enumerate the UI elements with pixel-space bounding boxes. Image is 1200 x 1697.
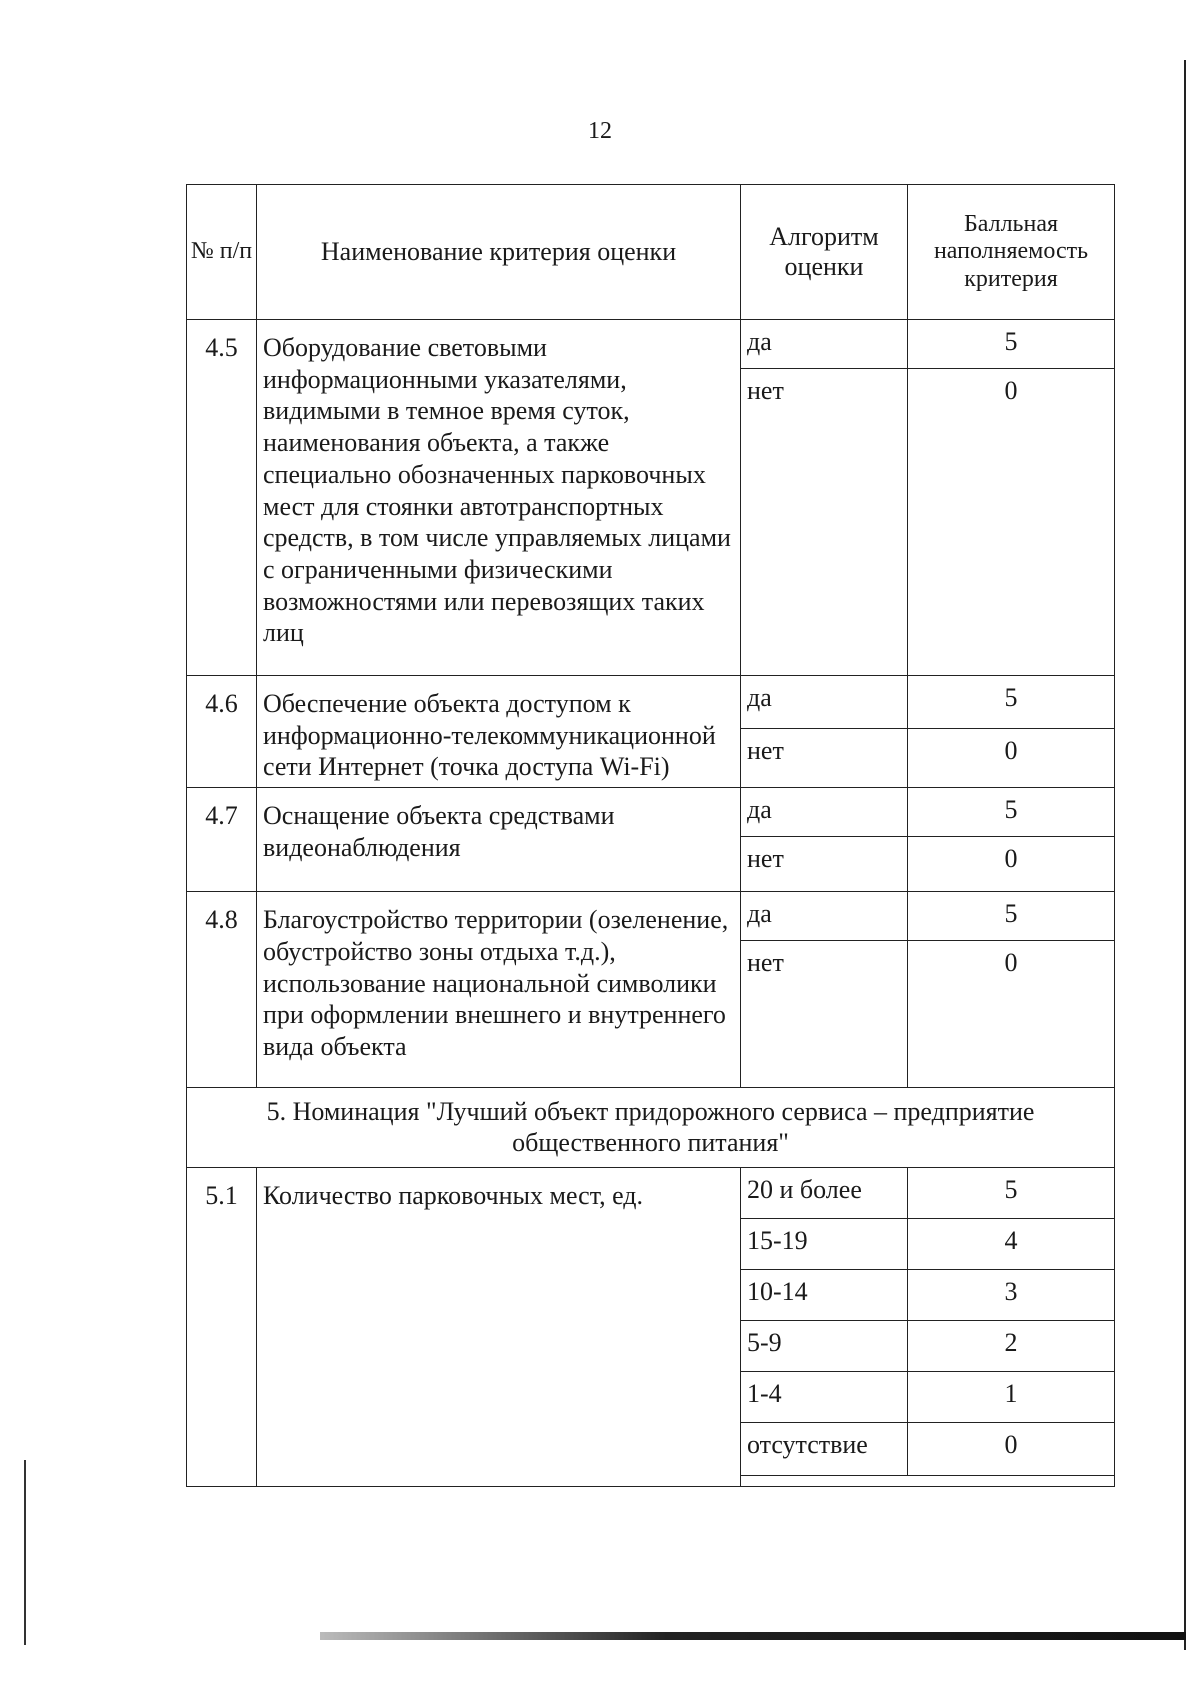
page-number: 12: [588, 118, 612, 144]
row-num: 5.1: [187, 1167, 257, 1486]
filler-cell: [741, 1475, 1115, 1486]
table-row: [187, 892, 1115, 941]
row-name: Обеспечение объекта доступом к информационно-телекоммуникационной сети Интернет (точка доступа Wi-Fi): [257, 676, 741, 788]
algorithm-cell: да: [741, 320, 908, 369]
header-name: Наименование критерия оценки: [257, 185, 741, 320]
scan-edge-left: [24, 1460, 26, 1645]
scan-edge-bottom: [320, 1632, 1186, 1640]
header-num: № п/п: [187, 185, 257, 320]
points-cell: 5: [908, 892, 1115, 941]
algorithm-cell: 1-4: [741, 1371, 908, 1422]
section-title: 5. Номинация "Лучший объект придорожного сервиса – предприятие общественного питания": [187, 1088, 1115, 1167]
row-num: 4.5: [187, 320, 257, 676]
row-name: Количество парковочных мест, ед.: [257, 1167, 741, 1486]
row-name: Оборудование световыми информационными указателями, видимыми в темное время суток, наименования объекта, а также специально обозначенных парковочных мест для стоянки автотранспортных средств, в том числе управляемых лицами с ограниченными физическими возможностями или перевозящих таких лиц: [257, 320, 741, 676]
algorithm-cell: да: [741, 676, 908, 729]
table-row: [187, 320, 1115, 369]
row-num: 4.6: [187, 676, 257, 788]
table-row: [187, 788, 1115, 837]
points-cell: 4: [908, 1218, 1115, 1269]
algorithm-cell: нет: [741, 369, 908, 676]
table-row: [187, 676, 1115, 729]
algorithm-cell: да: [741, 892, 908, 941]
algorithm-cell: нет: [741, 837, 908, 892]
algorithm-cell: 15-19: [741, 1218, 908, 1269]
table-row: [187, 1167, 1115, 1218]
row-num: 4.7: [187, 788, 257, 892]
algorithm-cell: отсутствие: [741, 1422, 908, 1475]
header-points: Балльная наполняемость критерия: [908, 185, 1115, 320]
points-cell: 0: [908, 728, 1115, 787]
points-cell: 5: [908, 788, 1115, 837]
points-cell: 0: [908, 837, 1115, 892]
algorithm-cell: нет: [741, 728, 908, 787]
algorithm-cell: 10-14: [741, 1269, 908, 1320]
algorithm-cell: 20 и более: [741, 1167, 908, 1218]
row-name: Оснащение объекта средствами видеонаблюдения: [257, 788, 741, 892]
header-algorithm: Алгоритм оценки: [741, 185, 908, 320]
points-cell: 0: [908, 1422, 1115, 1475]
points-cell: 5: [908, 676, 1115, 729]
points-cell: 1: [908, 1371, 1115, 1422]
algorithm-cell: нет: [741, 941, 908, 1088]
points-cell: 3: [908, 1269, 1115, 1320]
points-cell: 0: [908, 941, 1115, 1088]
row-num: 4.8: [187, 892, 257, 1088]
algorithm-cell: 5-9: [741, 1320, 908, 1371]
points-cell: 5: [908, 320, 1115, 369]
section-row: [187, 1088, 1115, 1167]
scan-edge-right: [1184, 60, 1186, 1650]
algorithm-cell: да: [741, 788, 908, 837]
criteria-table: [186, 184, 1115, 1487]
points-cell: 2: [908, 1320, 1115, 1371]
points-cell: 0: [908, 369, 1115, 676]
row-name: Благоустройство территории (озеленение, обустройство зоны отдыха т.д.), использование национальной символики при оформлении внешнего и внутреннего вида объекта: [257, 892, 741, 1088]
points-cell: 5: [908, 1167, 1115, 1218]
table-header-row: [187, 185, 1115, 320]
